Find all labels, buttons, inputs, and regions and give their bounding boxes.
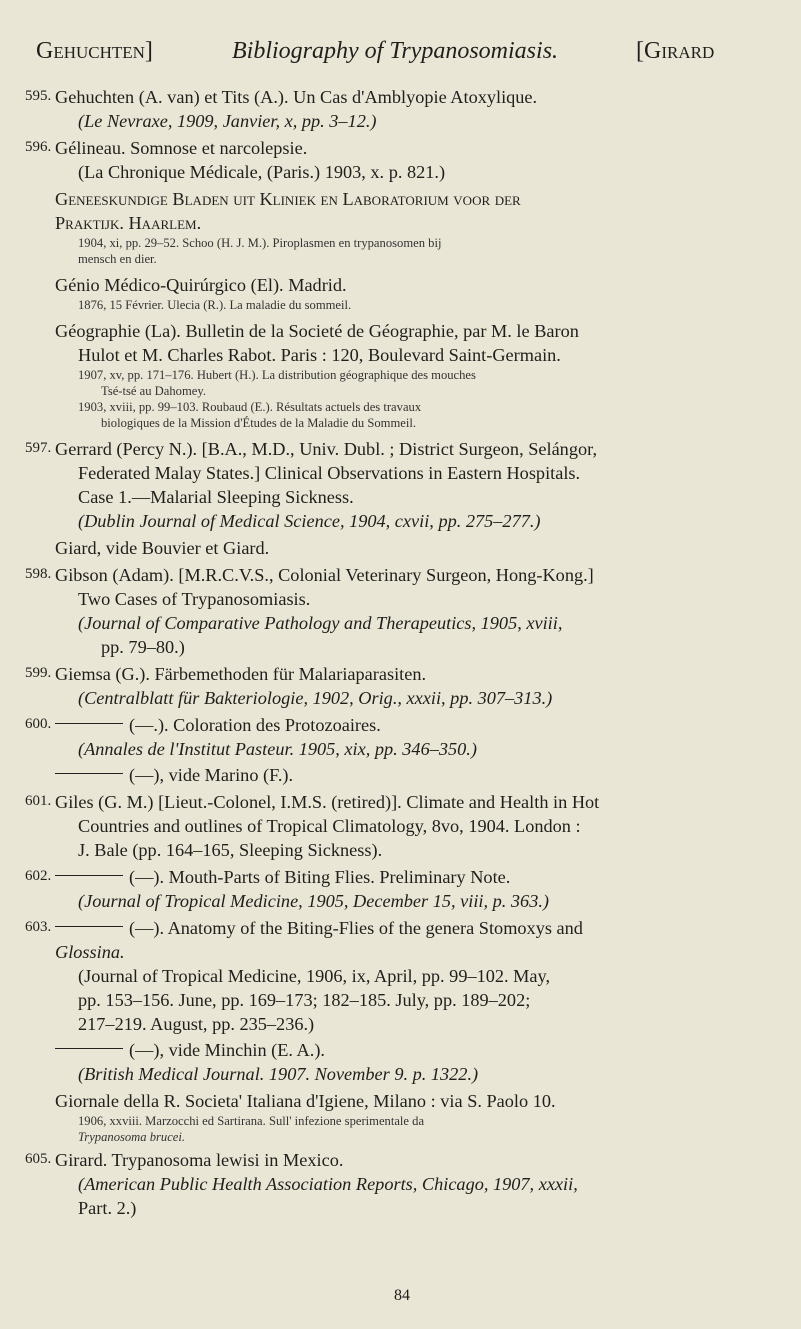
- entry-line: (Centralblatt für Bakteriologie, 1902, Orig., xxxii, pp. 307–313.): [78, 688, 553, 708]
- header-title: Bibliography of Trypanosomiasis.: [232, 38, 559, 64]
- entry-line: (Journal of Tropical Medicine, 1906, ix, April, pp. 99–102. May,: [78, 966, 551, 986]
- entry-line: Case 1.—Malarial Sleeping Sickness.: [78, 487, 354, 507]
- entry-line: Géographie (La). Bulletin de la Societé de Géographie, par M. le Baron: [55, 321, 579, 341]
- author-repeat-dash: [55, 723, 123, 724]
- entry-line: (American Public Health Association Reports, Chicago, 1907, xxxii,: [78, 1174, 578, 1194]
- page-number: 84: [394, 1287, 410, 1304]
- bibliography-entries: [25, 85, 785, 1220]
- entry-line: Gélineau. Somnose et narcolepsie.: [55, 138, 308, 158]
- entry-subline: 1906, xxviii. Marzocchi ed Sartirana. Sull' infezione sperimentale da: [78, 1114, 425, 1128]
- entry-line: Girard. Trypanosoma lewisi in Mexico.: [55, 1150, 344, 1170]
- header-left: Gehuchten]: [36, 38, 153, 64]
- entry-subline: mensch en dier.: [78, 252, 157, 266]
- entry-number: 599.: [25, 665, 52, 681]
- entry-line: Génio Médico-Quirúrgico (El). Madrid.: [55, 275, 347, 295]
- entry-line: Hulot et M. Charles Rabot. Paris : 120, Boulevard Saint-Germain.: [78, 345, 561, 365]
- author-repeat-dash: [55, 773, 123, 774]
- entry-line: Giemsa (G.). Färbemethoden für Malariaparasiten.: [55, 664, 427, 684]
- author-repeat-dash: [55, 875, 123, 876]
- entry-line: (—), vide Minchin (E. A.).: [129, 1040, 325, 1060]
- bib-entry: [25, 662, 785, 710]
- bib-entry: [25, 790, 785, 862]
- bib-entry: [25, 563, 785, 659]
- entry-line: Glossina.: [55, 942, 125, 962]
- bib-entry: [25, 187, 785, 267]
- entry-line: (—), vide Marino (F.).: [129, 765, 294, 785]
- entry-subline: 1876, 15 Février. Ulecia (R.). La maladie du sommeil.: [78, 298, 352, 312]
- entry-line: (—.). Coloration des Protozoaires.: [129, 715, 381, 735]
- bib-entry: [25, 536, 785, 560]
- author-repeat-dash: [55, 1048, 123, 1049]
- entry-line: (—). Mouth-Parts of Biting Flies. Preliminary Note.: [129, 867, 511, 887]
- entry-line: Part. 2.): [78, 1198, 137, 1218]
- entry-line: Geneeskundige Bladen uit Kliniek en Laboratorium voor der: [55, 189, 521, 209]
- entry-line: Giornale della R. Societa' Italiana d'Igiene, Milano : via S. Paolo 10.: [55, 1091, 556, 1111]
- entry-line: (Annales de l'Institut Pasteur. 1905, xix, pp. 346–350.): [78, 739, 477, 759]
- entry-line: Gerrard (Percy N.). [B.A., M.D., Univ. Dubl. ; District Surgeon, Selángor,: [55, 439, 598, 459]
- entry-line: Gibson (Adam). [M.R.C.V.S., Colonial Veterinary Surgeon, Hong-Kong.]: [55, 565, 594, 585]
- entry-number: 603.: [25, 919, 52, 935]
- entry-subline: 1904, xi, pp. 29–52. Schoo (H. J. M.). Piroplasmen en trypanosomen bij: [78, 236, 442, 250]
- bib-entry: [25, 1089, 785, 1145]
- entry-number: 601.: [25, 793, 52, 809]
- bib-entry: [25, 865, 785, 913]
- entry-line: Giard, vide Bouvier et Giard.: [55, 538, 270, 558]
- bib-entry: [25, 273, 785, 313]
- entry-subline: 1903, xviii, pp. 99–103. Roubaud (E.). Résultats actuels des travaux: [78, 400, 422, 414]
- entry-number: 598.: [25, 566, 52, 582]
- entry-subline: Trypanosoma brucei.: [78, 1130, 186, 1144]
- entry-number: 595.: [25, 88, 52, 104]
- entry-number: 602.: [25, 868, 52, 884]
- entry-number: 597.: [25, 440, 52, 456]
- bib-entry: [25, 763, 785, 787]
- entry-line: Giles (G. M.) [Lieut.-Colonel, I.M.S. (retired)]. Climate and Health in Hot: [55, 792, 600, 812]
- entry-line: Two Cases of Trypanosomiasis.: [78, 589, 311, 609]
- author-repeat-dash: [55, 926, 123, 927]
- entry-line: 217–219. August, pp. 235–236.): [78, 1014, 315, 1034]
- bib-entry: [25, 319, 785, 431]
- entry-line: pp. 79–80.): [101, 637, 185, 657]
- bib-entry: [25, 437, 785, 533]
- entry-line: Gehuchten (A. van) et Tits (A.). Un Cas d'Amblyopie Atoxylique.: [55, 87, 538, 107]
- bib-entry: [25, 1038, 785, 1086]
- header-right: [Girard: [636, 38, 715, 64]
- entry-line: J. Bale (pp. 164–165, Sleeping Sickness).: [78, 840, 383, 860]
- bib-entry: [25, 85, 785, 133]
- entry-line: Praktijk. Haarlem.: [55, 213, 202, 233]
- entry-line: (Journal of Comparative Pathology and Therapeutics, 1905, xviii,: [78, 613, 563, 633]
- entry-number: 605.: [25, 1151, 52, 1167]
- entry-subline: 1907, xv, pp. 171–176. Hubert (H.). La distribution géographique des mouches: [78, 368, 476, 382]
- entry-line: (Journal of Tropical Medicine, 1905, December 15, viii, p. 363.): [78, 891, 549, 911]
- bib-entry: [25, 1148, 785, 1220]
- entry-number: 596.: [25, 139, 52, 155]
- entry-line: Federated Malay States.] Clinical Observations in Eastern Hospitals.: [78, 463, 581, 483]
- entry-line: pp. 153–156. June, pp. 169–173; 182–185. July, pp. 189–202;: [78, 990, 531, 1010]
- entry-line: Countries and outlines of Tropical Climatology, 8vo, 1904. London :: [78, 816, 581, 836]
- bib-entry: [25, 136, 785, 184]
- entry-line: (Dublin Journal of Medical Science, 1904, cxvii, pp. 275–277.): [78, 511, 541, 531]
- entry-line: (—). Anatomy of the Biting-Flies of the genera Stomoxys and: [129, 918, 583, 938]
- entry-line: (Le Nevraxe, 1909, Janvier, x, pp. 3–12.): [78, 111, 377, 131]
- entry-number: 600.: [25, 716, 52, 732]
- entry-line: (La Chronique Médicale, (Paris.) 1903, x. p. 821.): [78, 162, 446, 182]
- bib-entry: [25, 916, 785, 1036]
- bib-entry: [25, 713, 785, 761]
- entry-subline: Tsé-tsé au Dahomey.: [101, 384, 206, 398]
- entry-subline: biologiques de la Mission d'Études de la Maladie du Sommeil.: [101, 416, 416, 430]
- entry-line: (British Medical Journal. 1907. November 9. p. 1322.): [78, 1064, 479, 1084]
